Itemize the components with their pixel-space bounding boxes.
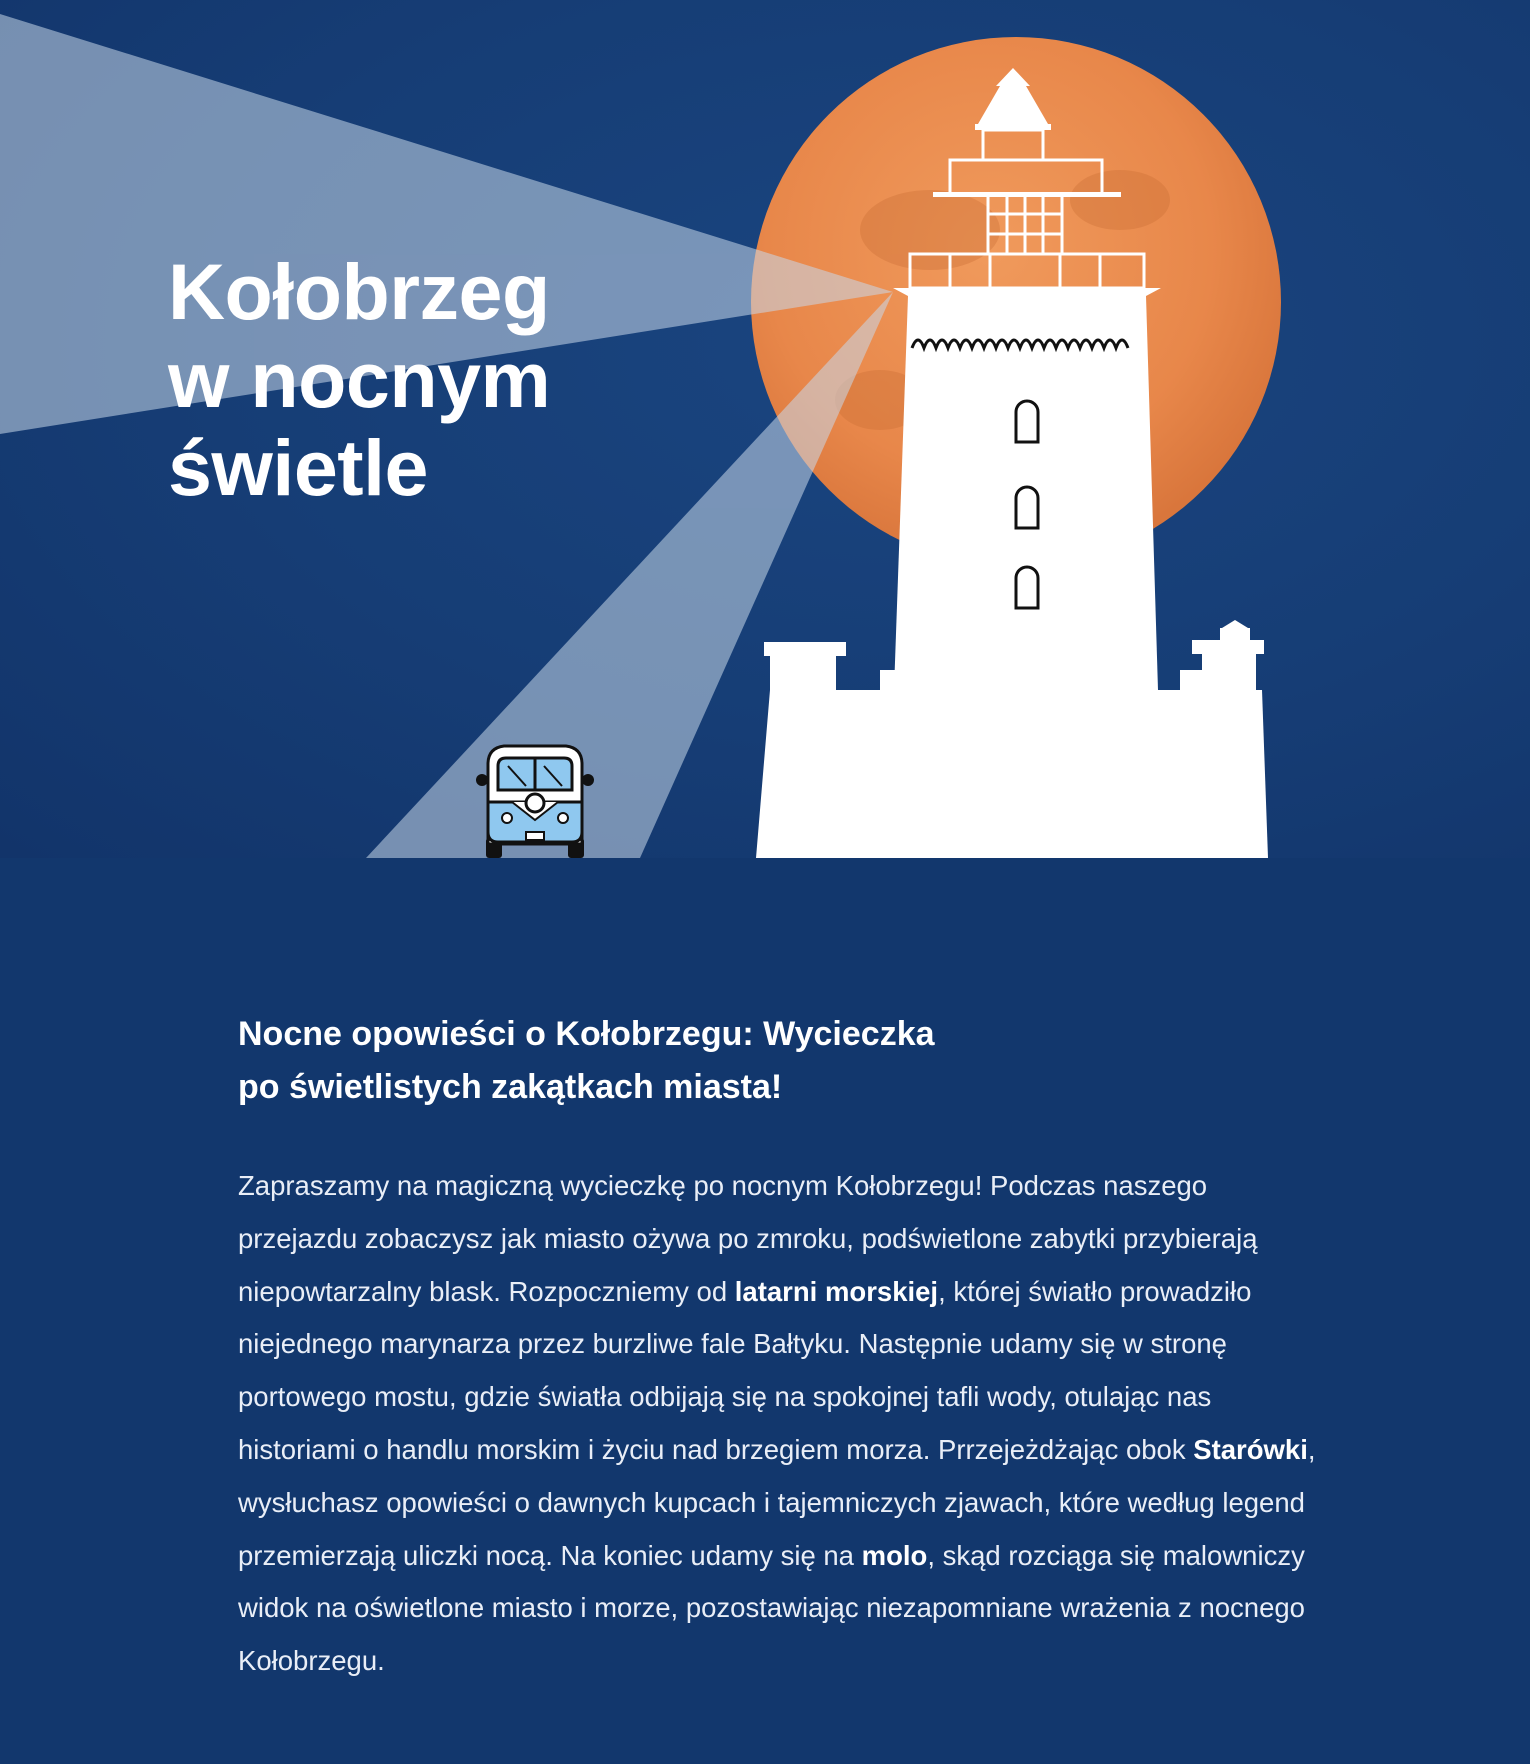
article-section	[238, 1008, 1328, 1688]
paragraph-text: Zapraszamy na magiczną wycieczkę po nocnym Kołobrzegu! Podczas naszego przejazdu zobaczysz jak miasto ożywa po zmroku, podświetlone zabytki przybierają niepowtarzalny blask. Rozpoczniemy od	[238, 1170, 1258, 1307]
highlight-lighthouse: latarni morskiej	[734, 1275, 939, 1307]
hero-banner	[0, 0, 1530, 858]
highlight-old-town: Starówki	[1193, 1433, 1308, 1465]
article-heading	[238, 1008, 1098, 1114]
article-paragraph	[238, 1160, 1328, 1688]
paragraph-text: , skąd rozciąga się malowniczy widok na oświetlone miasto i morze, pozostawiając niezapomniane wrażenia z nocnego Kołobrzegu.	[238, 1539, 1305, 1677]
highlight-pier: molo	[861, 1539, 928, 1571]
article-heading-line: Nocne opowieści o Kołobrzegu: Wycieczka	[238, 1015, 935, 1053]
hero-title-line: świetle	[168, 423, 428, 512]
paragraph-text: , której światło prowadziło niejednego marynarza przez burzliwe fale Bałtyku. Następnie udamy się w stronę portowego mostu, gdzie światła odbijają się na spokojnej tafli wody, otulając nas historiami o handlu morskim i życiu nad brzegiem morza. Prrzejeżdżając obok	[238, 1275, 1252, 1465]
hero-title-line: w nocnym	[168, 335, 551, 424]
paragraph-text: , wysłuchasz opowieści o dawnych kupcach i tajemniczych zjawach, które według legend przemierzają uliczki nocą. Na koniec udamy się na	[238, 1433, 1316, 1571]
van-icon	[476, 746, 594, 858]
article-heading-line: po świetlistych zakątkach miasta!	[238, 1068, 783, 1106]
hero-title-line: Kołobrzeg	[168, 247, 550, 336]
hero-title	[168, 248, 550, 512]
